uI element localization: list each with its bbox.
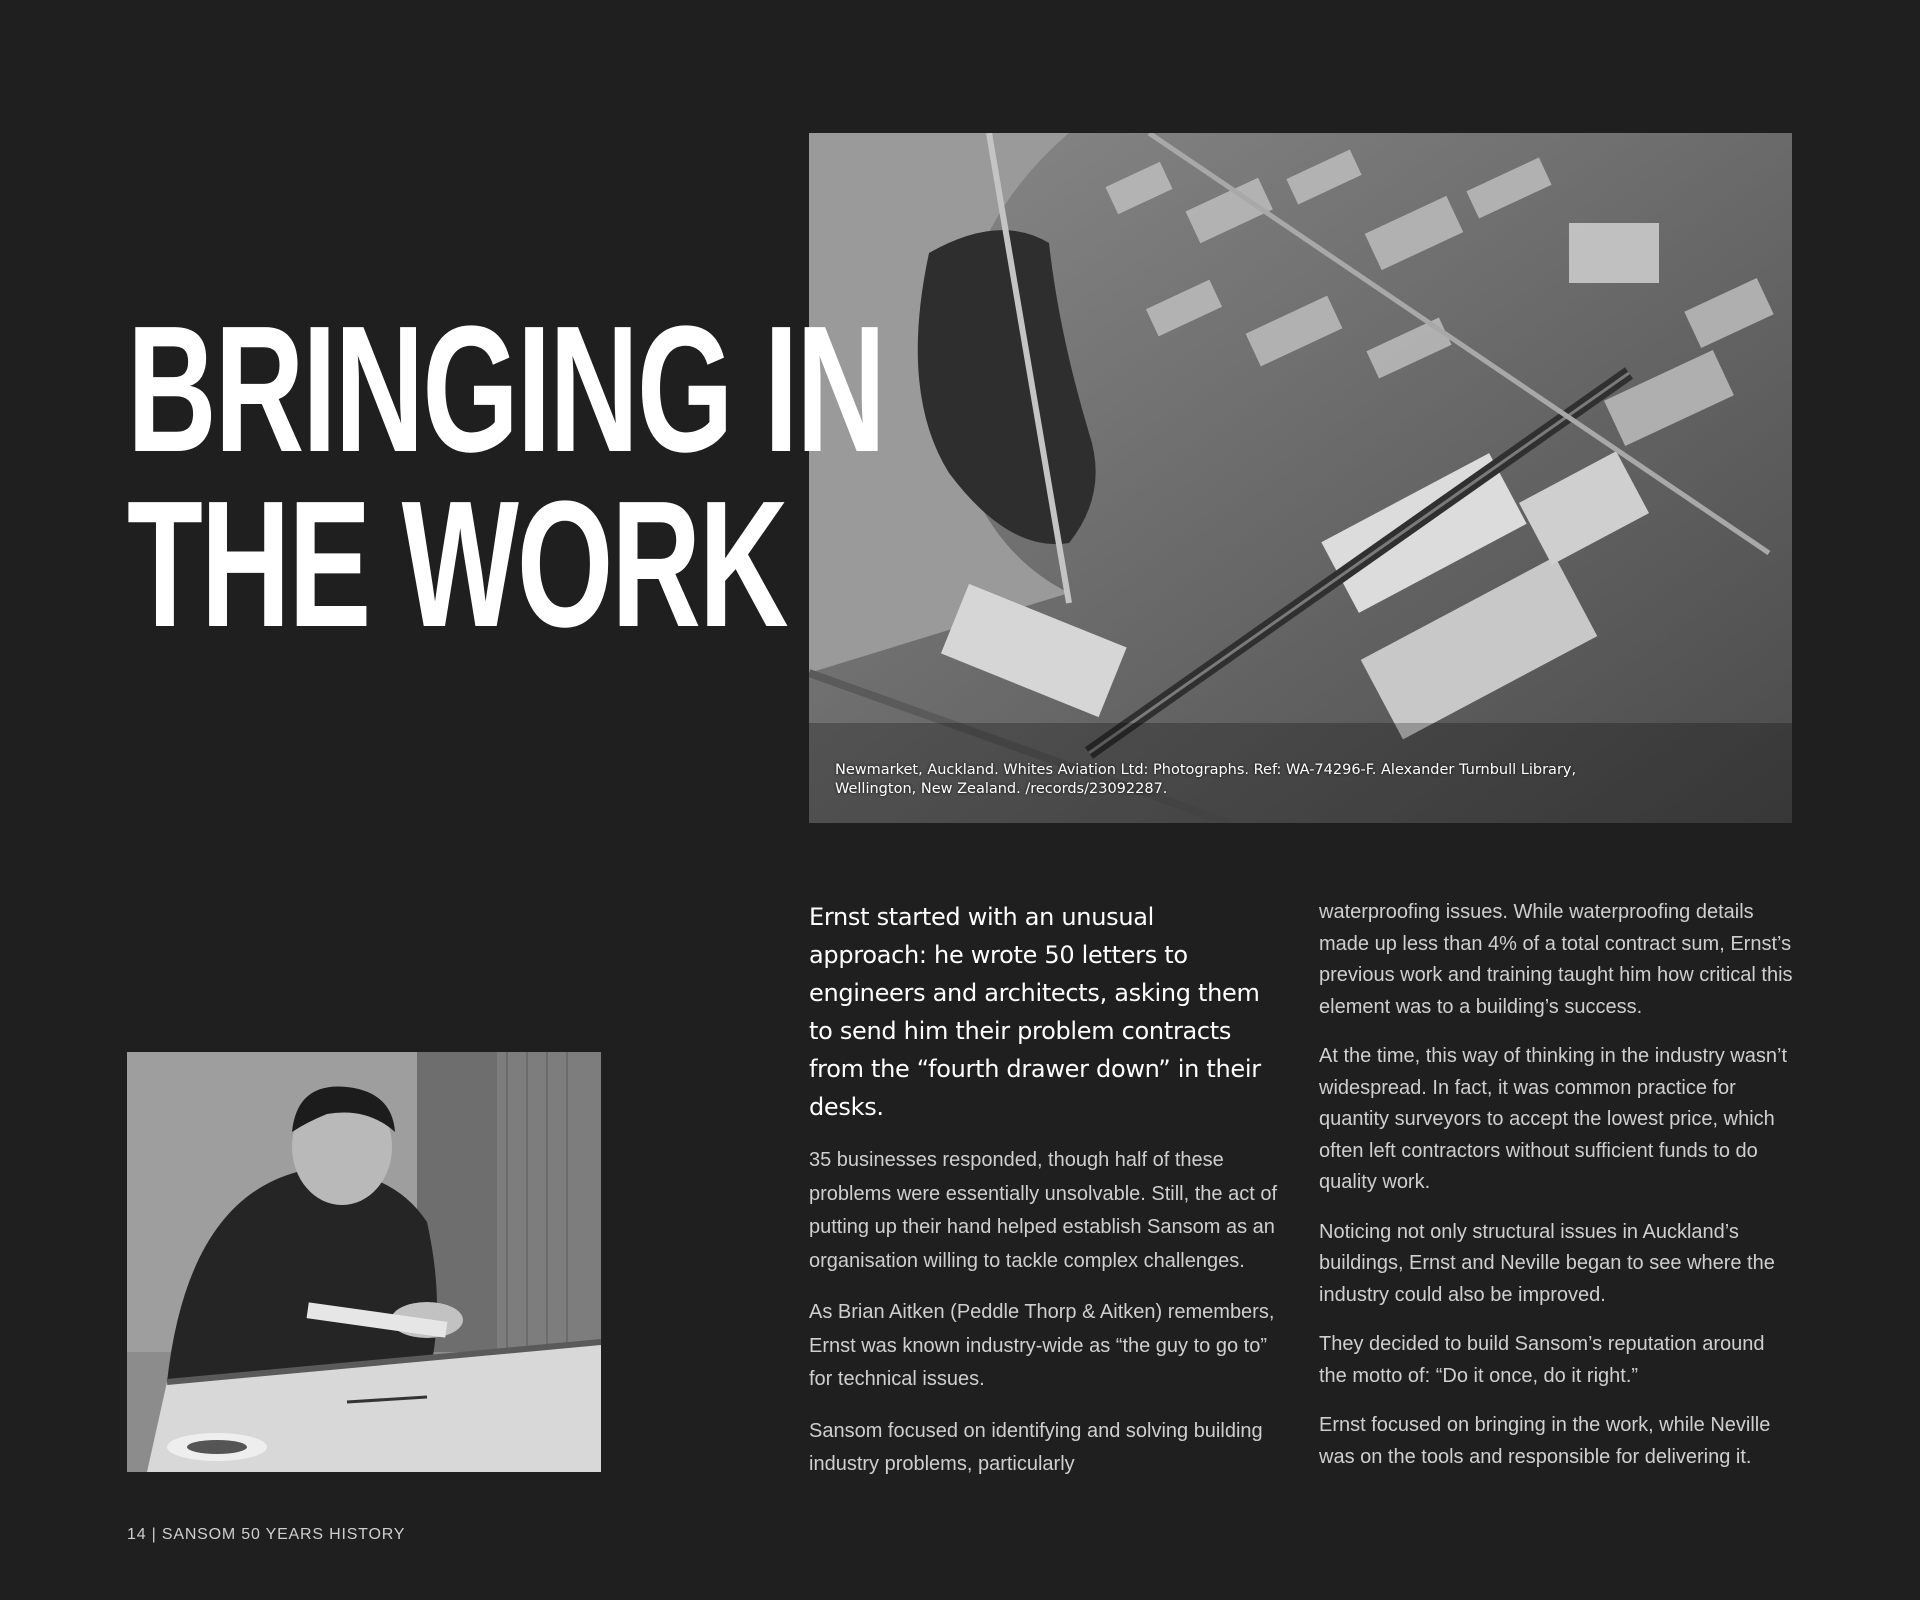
portrait-photo-illustration (127, 1052, 601, 1472)
page-footer (127, 1526, 405, 1544)
publication-title: SANSOM 50 YEARS HISTORY (161, 1526, 406, 1543)
page-title (127, 289, 884, 665)
body-paragraph: 35 businesses responded, though half of these problems were essentially unsolvable. Still, the act of putting up their hand helped establish Sansom as an organisation willing to tackle complex challenges. (809, 1149, 1278, 1272)
lead-paragraph: Ernst started with an unusual approach: he wrote 50 letters to engineers and architects, asking them to send him their problem contracts from the “fourth drawer down” in their desks. (809, 903, 1261, 1121)
body-paragraph: Ernst focused on bringing in the work, while Neville was on the tools and responsible for delivering it. (1319, 1414, 1771, 1468)
aerial-photo-newmarket (809, 133, 1792, 823)
title-line-2: THE WORK (127, 464, 787, 665)
footer-separator: | (151, 1526, 157, 1543)
body-paragraph: Noticing not only structural issues in Auckland’s buildings, Ernst and Neville began to see where the industry could also be improved. (1319, 1220, 1775, 1306)
portrait-photo-ernst (127, 1052, 601, 1472)
page-number: 14 (127, 1526, 147, 1543)
body-paragraph: Sansom focused on identifying and solving building industry problems, particularly (809, 1419, 1263, 1475)
body-column-2 (1319, 897, 1794, 1491)
body-paragraph: They decided to build Sansom’s reputation around the motto of: “Do it once, do it right.” (1319, 1333, 1765, 1387)
title-line-1: BRINGING IN (127, 289, 884, 490)
body-paragraph: As Brian Aitken (Peddle Thorp & Aitken) remembers, Ernst was known industry-wide as “the guy to go to” for technical issues. (809, 1301, 1275, 1390)
photo-caption: Newmarket, Auckland. Whites Aviation Ltd: Photographs. Ref: WA-74296-F. Alexander Turnbull Library, Wellington, New Zealand. /records/23092287. (835, 762, 1577, 797)
body-column-1 (809, 898, 1279, 1500)
aerial-photo-illustration (809, 133, 1792, 823)
body-paragraph: At the time, this way of thinking in the industry wasn’t widespread. In fact, it was common practice for quantity surveyors to accept the lowest price, which often left contractors without sufficient funds to do quality work. (1319, 1045, 1787, 1193)
body-paragraph: waterproofing issues. While waterproofing details made up less than 4% of a total contract sum, Ernst’s previous work and training taught him how critical this element was to a building’s success. (1319, 901, 1793, 1018)
